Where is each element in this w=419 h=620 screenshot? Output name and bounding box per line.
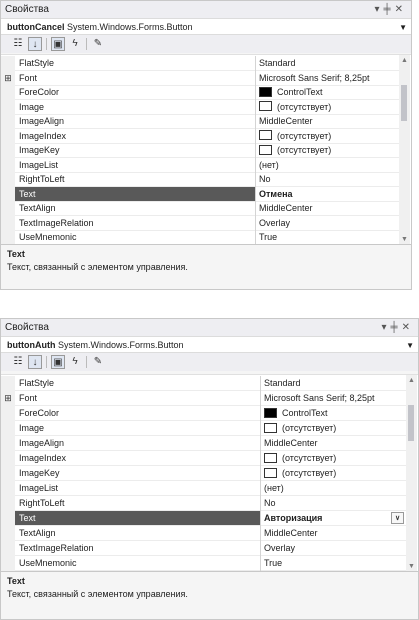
property-value-text: ControlText [277,87,323,97]
row-gutter [1,496,15,511]
row-gutter [1,129,15,144]
property-value[interactable] [261,451,406,466]
scroll-up-icon[interactable]: ▲ [401,57,408,64]
properties-icon[interactable]: ▣ [51,37,65,51]
property-value[interactable] [261,496,406,511]
row-gutter [1,466,15,481]
property-name[interactable]: FlatStyle [15,376,260,391]
row-gutter [1,172,15,187]
property-row[interactable] [1,391,406,406]
property-value[interactable] [256,230,399,245]
vertical-scrollbar[interactable] [399,55,410,245]
property-value-text: MiddleCenter [259,203,313,213]
property-name[interactable]: Image [15,100,255,115]
row-gutter [1,526,15,541]
description-title: Text [7,249,25,259]
property-name[interactable]: UseMnemonic [15,556,260,571]
expand-icon[interactable]: ⊞ [1,71,15,86]
properties-toolbar [1,353,418,371]
property-value-text: (отсутствует) [282,468,337,478]
property-row[interactable] [1,421,406,436]
object-name: buttonAuth [7,340,56,350]
empty-image-swatch [264,453,277,463]
property-value[interactable] [256,187,399,202]
property-value-text: Overlay [259,217,291,228]
scroll-thumb[interactable] [401,85,407,121]
categorized-icon[interactable]: ☷ [13,38,23,49]
row-gutter [1,114,15,129]
property-value-text: MiddleCenter [264,438,318,448]
row-gutter [1,406,15,421]
row-gutter [1,201,15,216]
pin-icon[interactable]: ╪ [390,322,402,333]
property-grid [1,374,418,572]
property-value-text: MiddleCenter [264,528,318,538]
property-value-text: No [264,498,276,508]
description-pane [1,571,418,620]
categorized-icon[interactable]: ☷ [13,356,23,367]
property-value[interactable] [256,201,399,216]
row-gutter [1,56,15,71]
property-row[interactable] [1,129,399,144]
close-icon[interactable]: ✕ [401,322,414,333]
toolbar-separator [46,38,47,50]
description-title: Text [7,576,25,586]
property-value[interactable] [261,421,406,436]
property-row[interactable] [1,541,406,556]
property-value-text: (нет) [264,483,284,493]
description-text: Текст, связанный с элементом управления. [7,262,188,272]
property-value[interactable] [261,481,406,496]
row-gutter [1,143,15,158]
property-value-text: Standard [264,378,301,388]
empty-image-swatch [259,101,272,111]
property-value-text: No [259,174,271,184]
row-gutter [1,100,15,115]
property-name[interactable]: TextImageRelation [15,216,255,231]
dropdown-icon[interactable]: ▾ [374,4,384,15]
property-value[interactable] [261,406,406,421]
panel-window-controls[interactable] [374,1,407,18]
property-row[interactable] [1,376,406,391]
property-value-text: (отсутствует) [282,423,337,433]
scroll-up-icon[interactable]: ▲ [408,377,415,384]
property-value[interactable] [261,511,406,526]
object-type: System.Windows.Forms.Button [58,340,184,350]
row-gutter [1,216,15,231]
row-gutter [1,421,15,436]
property-value[interactable] [261,556,406,571]
property-name[interactable]: RightToLeft [15,172,255,187]
property-value[interactable] [261,541,406,556]
property-value[interactable] [256,158,399,173]
property-value[interactable] [256,71,399,86]
row-gutter [1,556,15,571]
property-row[interactable] [1,85,399,100]
property-row[interactable] [1,526,406,541]
property-value-text: (отсутствует) [282,453,337,463]
row-gutter [1,451,15,466]
description-text: Текст, связанный с элементом управления. [7,589,188,599]
property-row[interactable] [1,201,399,216]
property-pages-icon[interactable]: ✎ [93,38,103,49]
property-name[interactable]: Image [15,421,260,436]
panel-title: Свойства [5,4,49,15]
row-gutter [1,376,15,391]
property-value-text: Отмена [259,188,293,199]
property-name[interactable]: ImageList [15,158,255,173]
alphabetical-icon[interactable]: ↓ [28,37,42,51]
property-value[interactable] [256,216,399,231]
row-gutter [1,158,15,173]
dropdown-icon[interactable]: ▾ [381,322,391,333]
expand-icon[interactable]: ⊞ [1,391,15,406]
description-pane [1,244,411,290]
property-value[interactable] [261,526,406,541]
panel-title-bar [1,319,418,336]
empty-image-swatch [264,468,277,478]
property-value-text: ControlText [282,408,328,418]
property-value-text: Standard [259,58,296,68]
property-name[interactable]: ImageKey [15,466,260,481]
property-row[interactable] [1,230,399,245]
scroll-down-icon[interactable]: ▼ [408,563,415,570]
property-name[interactable]: Text [15,511,260,526]
row-gutter [1,436,15,451]
property-name[interactable]: ImageAlign [15,114,255,129]
property-value[interactable] [256,143,399,158]
scroll-thumb[interactable] [408,405,414,441]
property-value-text: (нет) [259,159,279,170]
property-name[interactable]: ImageAlign [15,436,260,451]
property-name[interactable]: ForeColor [15,406,260,421]
object-selector[interactable] [1,18,411,35]
property-row[interactable] [1,436,406,451]
property-value[interactable] [261,391,406,406]
object-type: System.Windows.Forms.Button [67,22,193,32]
property-name[interactable]: RightToLeft [15,496,260,511]
color-swatch [264,408,277,418]
toolbar-separator [86,38,87,50]
property-row[interactable] [1,511,406,526]
property-name[interactable]: ImageList [15,481,260,496]
property-name[interactable]: TextImageRelation [15,541,260,556]
property-value-text: (отсутствует) [277,145,332,155]
property-grid [1,54,411,245]
property-row[interactable] [1,216,399,231]
property-name[interactable]: TextAlign [15,526,260,541]
property-value-text: (отсутствует) [277,130,332,141]
property-name[interactable]: TextAlign [15,201,255,216]
object-selector[interactable] [1,336,418,353]
close-icon[interactable]: ✕ [394,4,407,15]
property-value[interactable] [256,56,399,71]
row-gutter [1,85,15,100]
row-gutter [1,481,15,496]
color-swatch [259,87,272,97]
events-icon[interactable]: ϟ [72,356,78,367]
property-row[interactable] [1,172,399,187]
property-name[interactable]: UseMnemonic [15,230,255,245]
property-value[interactable] [256,172,399,187]
row-gutter [1,511,15,526]
property-name[interactable]: ForeColor [15,85,255,100]
properties-icon[interactable]: ▣ [51,355,65,369]
scroll-down-icon[interactable]: ▼ [401,236,408,243]
property-value[interactable] [256,114,399,129]
property-value[interactable] [261,466,406,481]
property-value[interactable] [256,100,399,115]
property-row[interactable] [1,56,399,71]
row-gutter [1,230,15,245]
property-name[interactable]: FlatStyle [15,56,255,71]
property-name[interactable]: ImageKey [15,143,255,158]
property-name[interactable]: Text [15,187,255,202]
property-row[interactable] [1,466,406,481]
property-row[interactable] [1,481,406,496]
property-row[interactable] [1,143,399,158]
property-row[interactable] [1,158,399,173]
toolbar-separator [86,356,87,368]
toolbar-separator [46,356,47,368]
property-name[interactable]: ImageIndex [15,129,255,144]
property-pages-icon[interactable]: ✎ [93,356,103,367]
property-name[interactable]: ImageIndex [15,451,260,466]
properties-panel-1 [0,0,412,290]
property-name[interactable]: Font [15,71,255,86]
property-value-text: True [259,232,278,242]
property-row[interactable] [1,451,406,466]
property-row[interactable] [1,496,406,511]
properties-toolbar [1,35,411,53]
panel-window-controls[interactable] [381,319,414,336]
property-value[interactable] [261,436,406,451]
pin-icon[interactable]: ╪ [383,4,395,15]
panel-title-bar [1,1,411,18]
chevron-down-icon[interactable]: ▼ [406,341,414,350]
property-value[interactable] [256,129,399,144]
property-value-text: Microsoft Sans Serif; 8,25pt [259,72,370,83]
property-name[interactable]: Font [15,391,260,406]
panel-title: Свойства [5,322,49,333]
value-dropdown-button[interactable]: ∨ [391,512,404,524]
property-row[interactable] [1,406,406,421]
property-row[interactable] [1,187,399,202]
empty-image-swatch [264,423,277,433]
property-row[interactable] [1,100,399,115]
property-value-text: True [264,558,283,568]
properties-panel-2 [0,318,419,620]
property-value[interactable] [261,376,406,391]
chevron-down-icon[interactable]: ▼ [399,23,407,32]
property-value-text: (отсутствует) [277,101,332,112]
row-gutter [1,541,15,556]
empty-image-swatch [259,145,272,155]
empty-image-swatch [259,130,272,140]
property-value[interactable] [256,85,399,100]
property-value-text: Авторизация [264,513,323,523]
row-gutter [1,187,15,202]
property-row[interactable] [1,556,406,571]
alphabetical-icon[interactable]: ↓ [28,355,42,369]
property-row[interactable] [1,114,399,129]
vertical-scrollbar[interactable] [406,375,417,572]
property-row[interactable] [1,71,399,86]
property-value-text: MiddleCenter [259,116,313,126]
property-value-text: Microsoft Sans Serif; 8,25pt [264,393,375,403]
property-value-text: Overlay [264,543,296,553]
events-icon[interactable]: ϟ [72,38,78,49]
object-name: buttonCancel [7,22,65,32]
